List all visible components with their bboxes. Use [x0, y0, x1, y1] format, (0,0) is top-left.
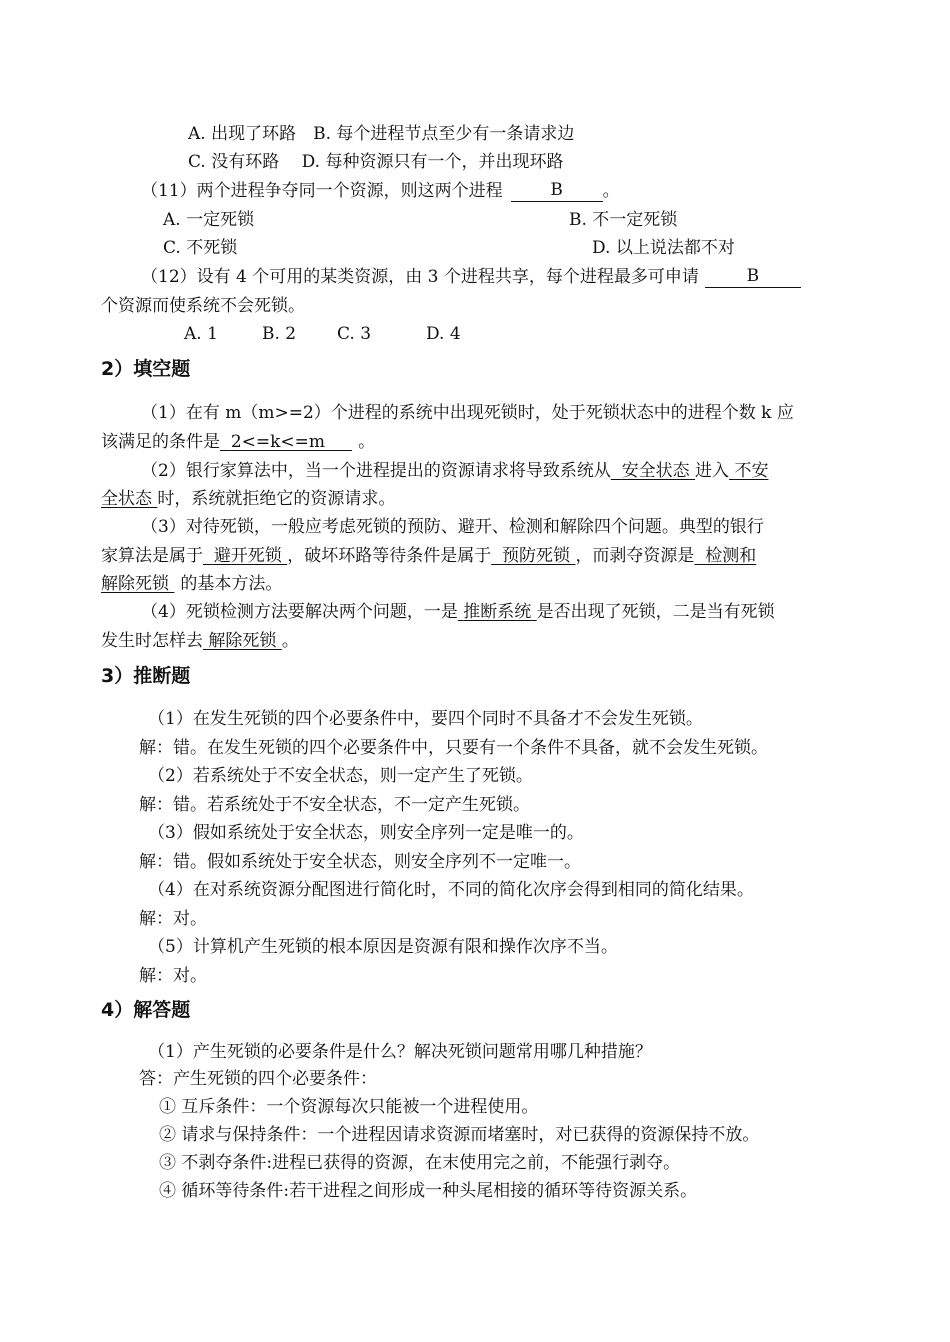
fill-q4-suffix: 。	[281, 631, 299, 651]
fill-q2-answer2a	[729, 461, 768, 481]
q11-option-c: C. 不死锁	[163, 238, 238, 258]
fill-q4-mid: 是否出现了死锁，二是当有死锁	[536, 602, 775, 622]
q12-option-d: D. 4	[426, 324, 461, 344]
fill-q2-prefix: （2）银行家算法中，当一个进程提出的资源请求将导致系统从	[141, 461, 611, 481]
fill-q4-answer1	[458, 602, 537, 622]
judge-a2: 解：错。若系统处于不安全状态，不一定产生死锁。	[139, 795, 530, 815]
condition-1: ① 互斥条件：一个资源每次只能被一个进程使用。	[159, 1097, 539, 1117]
fill-q3-line1: （3）对待死锁，一般应考虑死锁的预防、避开、检测和解除四个问题。典型的银行	[141, 517, 764, 537]
fill-q3-answer3a	[694, 546, 756, 566]
fill-q4-line2	[101, 630, 299, 652]
condition-4: ④ 循环等待条件:若干进程之间形成一种头尾相接的循环等待资源关系。	[159, 1181, 698, 1201]
fill-q3-mid2: ，而剥夺资源是	[575, 546, 695, 566]
q12-text-cont: 个资源而使系统不会死锁。	[101, 296, 305, 316]
fill-q3-line3	[101, 573, 282, 595]
q11-option-b: B. 不一定死锁	[569, 210, 678, 230]
fill-q3-answer2-text: 预防死锁	[502, 546, 571, 566]
fill-q2-suffix: 时，系统就拒绝它的资源请求。	[157, 489, 396, 509]
fill-q3-answer3a-text: 检测和	[705, 546, 757, 566]
judge-q3: （3）假如系统处于安全状态，则安全序列一定是唯一的。	[148, 823, 584, 843]
judge-q4: （4）在对系统资源分配图进行简化时，不同的简化次序会得到相同的简化结果。	[148, 880, 754, 900]
q11-text: （11）两个进程争夺同一个资源，则这两个进程	[141, 181, 503, 201]
q11-option-d: D. 以上说法都不对	[592, 238, 735, 258]
fill-q3-answer2	[491, 546, 575, 566]
q10-options-line2: C. 没有环路 D. 每种资源只有一个，并出现环路	[188, 152, 564, 172]
fill-q4-answer1-text: 推断系统	[463, 602, 532, 622]
judge-q2: （2）若系统处于不安全状态，则一定产生了死锁。	[148, 766, 533, 786]
fill-q2-line1	[141, 460, 768, 482]
judge-q1: （1）在发生死锁的四个必要条件中，要四个同时不具备才不会发生死锁。	[148, 709, 703, 729]
fill-q1-suffix: 。	[358, 432, 376, 452]
fill-q1-line1: （1）在有 m（m>=2）个进程的系统中出现死锁时，处于死锁状态中的进程个数 k 应	[141, 403, 794, 423]
fill-q2-answer1	[611, 461, 695, 481]
answer-q1: （1）产生死锁的必要条件是什么？解决死锁问题常用哪几种措施？	[148, 1042, 652, 1062]
fill-q4-prefix: （4）死锁检测方法要解决两个问题，一是	[141, 602, 458, 622]
judge-a3: 解：错。假如系统处于安全状态，则安全序列不一定唯一。	[139, 852, 581, 872]
judge-heading: 3）推断题	[101, 665, 191, 687]
answer-intro: 答：产生死锁的四个必要条件：	[139, 1069, 377, 1089]
fill-q2-answer2b-text: 全状态	[101, 489, 152, 509]
fill-q3-mid1: ，破坏环路等待条件是属于	[287, 546, 492, 566]
fill-q4-answer2-text: 解除死锁	[208, 631, 277, 651]
fill-q3-prefix: 家算法是属于	[101, 546, 203, 566]
q12-option-c: C. 3	[337, 324, 372, 344]
q12-text: （12）设有 4 个可用的某类资源，由 3 个进程共享，每个进程最多可申请	[141, 267, 699, 287]
fill-q4-prefix2: 发生时怎样去	[101, 631, 203, 651]
fill-q1-line2	[101, 431, 375, 453]
fill-q2-mid: 进入	[695, 461, 730, 481]
fill-q4-line1	[141, 601, 775, 623]
fill-q3-answer3b-text: 解除死锁	[101, 574, 169, 594]
judge-q5: （5）计算机产生死锁的根本原因是资源有限和操作次序不当。	[148, 937, 618, 957]
condition-3: ③ 不剥夺条件:进程已获得的资源，在末使用完之前，不能强行剥夺。	[159, 1153, 681, 1173]
q11-end: 。	[602, 181, 620, 201]
judge-a5: 解：对。	[139, 966, 207, 986]
q10-options-line1: A. 出现了环路 B. 每个进程节点至少有一条请求边	[188, 124, 575, 144]
q12-option-b: B. 2	[262, 324, 297, 344]
fill-q3-answer1	[203, 546, 287, 566]
fill-q3-answer3b	[101, 574, 174, 594]
fill-q2-answer2b	[101, 489, 157, 509]
q11-question	[141, 180, 620, 202]
judge-a1: 解：错。在发生死锁的四个必要条件中，只要有一个条件不具备，就不会发生死锁。	[139, 738, 768, 758]
q12-answer-blank: B	[705, 266, 801, 288]
q11-option-a: A. 一定死锁	[163, 210, 255, 230]
fill-q2-answer2a-text: 不安	[734, 461, 769, 481]
fill-q2-answer1-text: 安全状态	[621, 461, 690, 481]
answer-heading: 4）解答题	[101, 999, 191, 1021]
fill-q2-line2	[101, 488, 395, 510]
fill-q3-answer1-text: 避开死锁	[213, 546, 282, 566]
judge-a4: 解：对。	[139, 909, 207, 929]
fill-q1-prefix: 该满足的条件是	[101, 432, 220, 452]
fill-q1-answer	[220, 432, 352, 452]
fill-heading: 2）填空题	[101, 358, 191, 380]
q11-answer-blank: B	[511, 180, 603, 202]
condition-2: ② 请求与保持条件：一个进程因请求资源而堵塞时，对已获得的资源保持不放。	[159, 1125, 760, 1145]
fill-q3-suffix: 的基本方法。	[180, 574, 283, 594]
q12-question	[141, 266, 801, 288]
fill-q4-answer2	[203, 631, 282, 651]
fill-q3-line2	[101, 545, 756, 567]
q12-option-a: A. 1	[184, 324, 218, 344]
fill-q1-answer-text: 2<=k<=m	[230, 432, 326, 452]
